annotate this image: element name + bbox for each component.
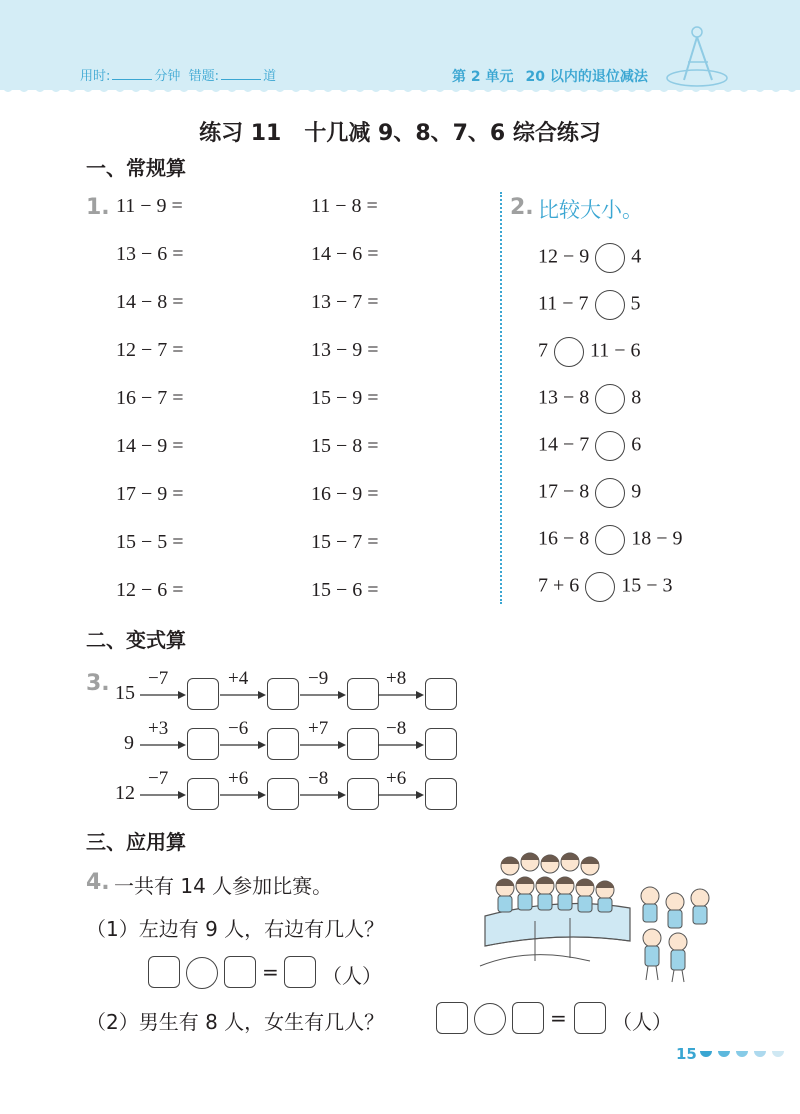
- errors-blank[interactable]: [221, 67, 261, 80]
- minute-label: 分钟: [154, 69, 181, 84]
- arithmetic-expression: 17 − 9 =: [116, 483, 184, 505]
- chain-answer-box[interactable]: [267, 778, 299, 810]
- page-number: 15: [676, 1045, 697, 1063]
- question-4-part-2: （2）男生有 8 人，女生有几人？: [86, 1010, 385, 1034]
- footer-dots-decoration: [698, 1047, 790, 1063]
- comparison-row: [538, 384, 641, 414]
- chain-arrow: [140, 740, 186, 750]
- comparison-left: 11 − 7: [538, 292, 589, 315]
- comparison-right: 11 − 6: [590, 339, 641, 362]
- comparison-circle[interactable]: [595, 290, 625, 320]
- chain-arrow: [220, 740, 266, 750]
- chain-answer-box[interactable]: [425, 778, 457, 810]
- arithmetic-expression: 14 − 8 =: [116, 291, 184, 313]
- unit-number: 第 2 单元: [452, 69, 514, 85]
- comparison-row: [538, 337, 641, 367]
- chain-arrow: [300, 740, 346, 750]
- chain-start-number: 9: [124, 732, 134, 754]
- unit-label: （人）: [612, 1010, 672, 1034]
- arithmetic-expression: 14 − 6 =: [311, 243, 379, 265]
- comparison-left: 7: [538, 339, 548, 362]
- operator-circle[interactable]: [474, 1003, 506, 1035]
- chain-answer-box[interactable]: [187, 678, 219, 710]
- chain-arrow: [220, 790, 266, 800]
- answer-box[interactable]: [284, 956, 316, 988]
- comparison-left: 14 − 7: [538, 433, 590, 456]
- chain-answer-box[interactable]: [187, 728, 219, 760]
- chain-operation-label: −9: [308, 668, 329, 689]
- chain-answer-box[interactable]: [425, 728, 457, 760]
- question-1-number: 1.: [86, 195, 110, 220]
- arithmetic-expression: 15 − 8 =: [311, 435, 379, 457]
- arithmetic-expression: 15 − 6 =: [311, 579, 379, 601]
- compass-icon: [662, 20, 732, 90]
- chain-operation-label: −6: [228, 718, 249, 739]
- chain-answer-box[interactable]: [347, 728, 379, 760]
- chain-arrow: [378, 790, 424, 800]
- chain-arrow: [378, 690, 424, 700]
- stage-icon: [480, 904, 630, 967]
- comparison-row: [538, 478, 641, 508]
- chain-operation-label: −7: [148, 668, 169, 689]
- comparison-circle[interactable]: [595, 525, 625, 555]
- chain-answer-box[interactable]: [267, 678, 299, 710]
- chain-operation-label: −8: [308, 768, 329, 789]
- comparison-row: [538, 431, 641, 461]
- comparison-right: 18 − 9: [631, 527, 683, 550]
- question-2-number: 2.: [510, 195, 534, 220]
- chain-arrow: [378, 740, 424, 750]
- equals-sign: =: [550, 1006, 567, 1030]
- comparison-circle[interactable]: [595, 478, 625, 508]
- comparison-left: 7 + 6: [538, 574, 580, 597]
- header-time-record: [80, 65, 276, 84]
- arithmetic-expression: 13 − 6 =: [116, 243, 184, 265]
- comparison-left: 16 − 8: [538, 527, 590, 550]
- section-heading-basic: 一、常规算: [86, 156, 186, 180]
- chain-arrow: [220, 690, 266, 700]
- arithmetic-expression: 12 − 6 =: [116, 579, 184, 601]
- comparison-right: 4: [631, 245, 642, 268]
- chain-operation-label: +4: [228, 668, 249, 689]
- chain-arrow: [140, 690, 186, 700]
- chain-operation-label: +6: [386, 768, 407, 789]
- unit-label: （人）: [322, 964, 382, 988]
- question-2-title: 比较大小。: [538, 198, 643, 222]
- chain-operation-label: −8: [386, 718, 407, 739]
- comparison-circle[interactable]: [585, 572, 615, 602]
- arithmetic-expression: 15 − 9 =: [311, 387, 379, 409]
- comparison-circle[interactable]: [595, 431, 625, 461]
- comparison-right: 9: [631, 480, 642, 503]
- chain-answer-box[interactable]: [347, 778, 379, 810]
- chain-start-number: 12: [115, 782, 135, 804]
- comparison-row: [538, 290, 641, 320]
- answer-box[interactable]: [148, 956, 180, 988]
- chain-answer-box[interactable]: [425, 678, 457, 710]
- arithmetic-expression: 16 − 9 =: [311, 483, 379, 505]
- question-3-number: 3.: [86, 671, 110, 696]
- comparison-right: 5: [630, 292, 641, 315]
- comparison-left: 13 − 8: [538, 386, 590, 409]
- arithmetic-expression: 11 − 8 =: [311, 195, 378, 217]
- chain-start-number: 15: [115, 682, 135, 704]
- arithmetic-expression: 12 − 7 =: [116, 339, 184, 361]
- chain-arrow: [300, 790, 346, 800]
- chain-answer-box[interactable]: [347, 678, 379, 710]
- comparison-circle[interactable]: [595, 384, 625, 414]
- children-group-right-icon: [641, 887, 709, 982]
- arithmetic-expression: 16 − 7 =: [116, 387, 184, 409]
- arithmetic-expression: 13 − 9 =: [311, 339, 379, 361]
- comparison-right: 8: [631, 386, 642, 409]
- answer-box[interactable]: [574, 1002, 606, 1034]
- chain-arrow: [140, 790, 186, 800]
- column-divider: [500, 192, 502, 604]
- operator-circle[interactable]: [186, 957, 218, 989]
- arithmetic-expression: 15 − 7 =: [311, 531, 379, 553]
- answer-box[interactable]: [436, 1002, 468, 1034]
- section-heading-variant: 二、变式算: [86, 628, 186, 652]
- chain-operation-label: +8: [386, 668, 407, 689]
- children-choir-illustration: [470, 846, 720, 986]
- comparison-circle[interactable]: [554, 337, 584, 367]
- question-4-number: 4.: [86, 870, 110, 895]
- chain-answer-box[interactable]: [267, 728, 299, 760]
- comparison-right: 6: [631, 433, 642, 456]
- arithmetic-expression: 13 − 7 =: [311, 291, 379, 313]
- page-title: 练习 11 十几减 9、8、7、6 综合练习: [199, 121, 601, 146]
- count-unit-label: 道: [263, 69, 277, 84]
- chain-operation-label: +7: [308, 718, 329, 739]
- time-blank[interactable]: [112, 67, 152, 80]
- chain-arrow: [300, 690, 346, 700]
- arithmetic-expression: 11 − 9 =: [116, 195, 183, 217]
- arithmetic-expression: 14 − 9 =: [116, 435, 184, 457]
- comparison-left: 17 − 8: [538, 480, 590, 503]
- comparison-row: [538, 572, 673, 602]
- question-4-text: 一共有 14 人参加比赛。: [114, 874, 333, 898]
- comparison-row: [538, 525, 683, 555]
- answer-box[interactable]: [224, 956, 256, 988]
- answer-box[interactable]: [512, 1002, 544, 1034]
- arithmetic-expression: 15 − 5 =: [116, 531, 184, 553]
- comparison-circle[interactable]: [595, 243, 625, 273]
- chain-operation-label: −7: [148, 768, 169, 789]
- comparison-row: [538, 243, 641, 273]
- equals-sign: =: [262, 960, 279, 984]
- chain-operation-label: +6: [228, 768, 249, 789]
- chain-answer-box[interactable]: [187, 778, 219, 810]
- header-unit: [452, 66, 648, 86]
- comparison-left: 12 − 9: [538, 245, 590, 268]
- time-label: 用时:: [80, 69, 111, 84]
- unit-title: 20 以内的退位减法: [525, 69, 648, 85]
- section-heading-applied: 三、应用算: [86, 830, 186, 854]
- errors-label: 错题:: [188, 69, 220, 84]
- question-4-part-1: （1）左边有 9 人，右边有几人？: [86, 917, 385, 941]
- comparison-right: 15 − 3: [621, 574, 673, 597]
- chain-operation-label: +3: [148, 718, 169, 739]
